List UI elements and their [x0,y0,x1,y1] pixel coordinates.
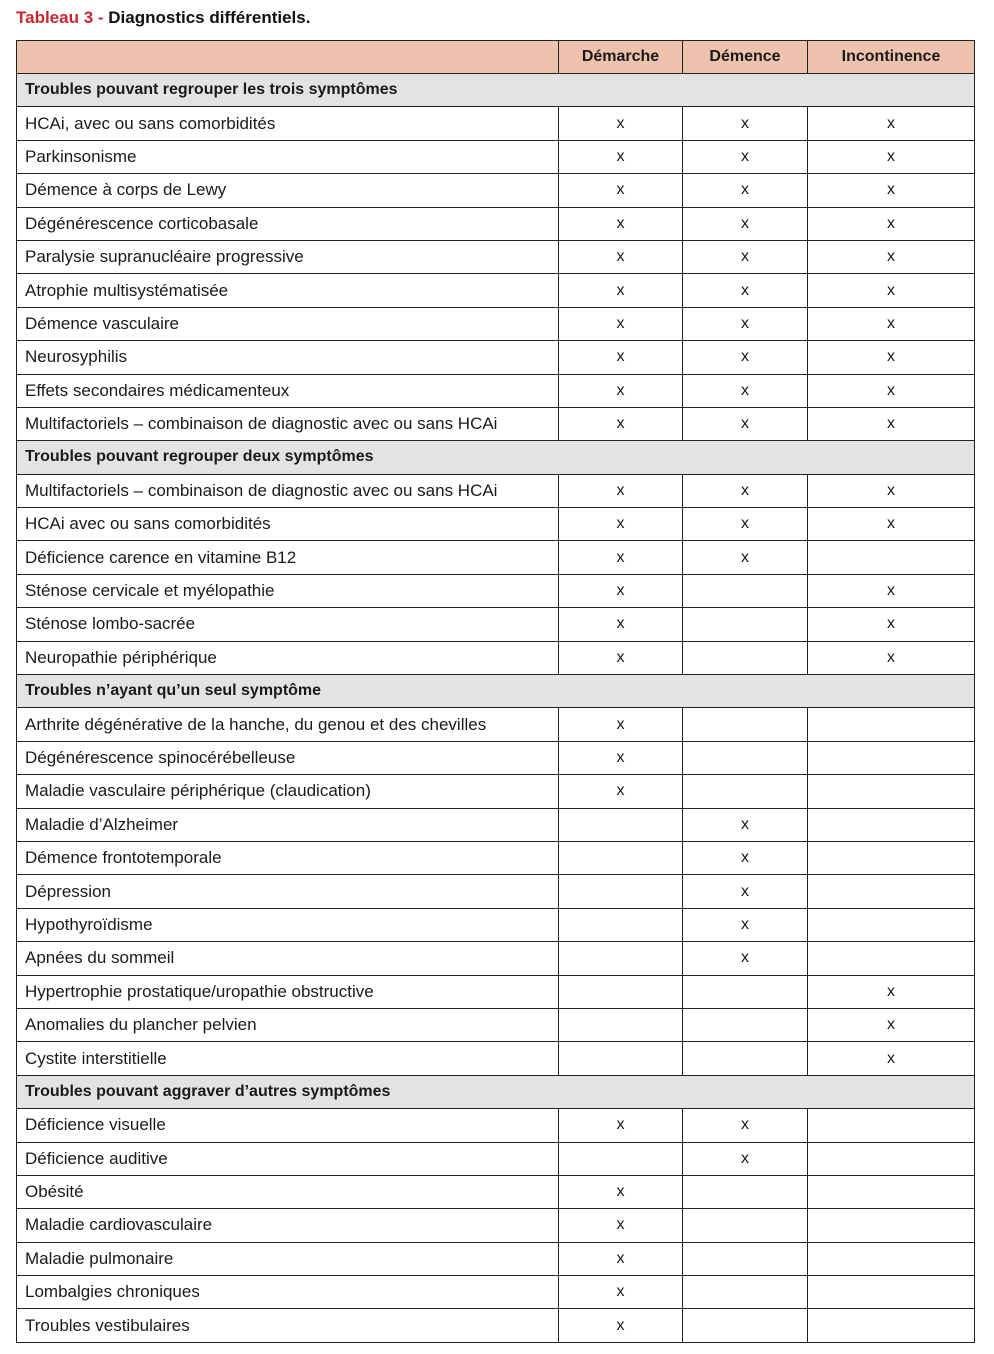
diagnosis-label: Maladie d’Alzheimer [17,808,559,841]
diagnosis-label: Maladie cardiovasculaire [17,1209,559,1242]
header-cell-incontinence: Incontinence [808,41,975,74]
incontinence-mark: x [808,1042,975,1075]
demence-mark [683,574,808,607]
table-row [17,841,975,874]
demence-mark: x [683,875,808,908]
table-row [17,708,975,741]
demarche-mark: x [559,1209,683,1242]
diagnosis-label: Lombalgies chroniques [17,1276,559,1309]
demarche-mark: x [559,1309,683,1342]
incontinence-mark: x [808,474,975,507]
table-row [17,641,975,674]
demarche-mark: x [559,140,683,173]
table-row [17,1209,975,1242]
demence-mark [683,1242,808,1275]
table-row [17,1242,975,1275]
demarche-mark [559,841,683,874]
diagnosis-label: Multifactoriels – combinaison de diagnostic avec ou sans HCAi [17,407,559,440]
demence-mark [683,1276,808,1309]
table-row [17,374,975,407]
diagnosis-label: Maladie pulmonaire [17,1242,559,1275]
section-header-row [17,1075,975,1108]
table-row [17,908,975,941]
demence-mark [683,1175,808,1208]
diagnosis-label: Déficience carence en vitamine B12 [17,541,559,574]
demarche-mark: x [559,341,683,374]
table-row [17,875,975,908]
diagnosis-label: HCAi avec ou sans comorbidités [17,508,559,541]
incontinence-mark [808,908,975,941]
demarche-mark: x [559,407,683,440]
incontinence-mark: x [808,1008,975,1041]
header-cell-diagnosis [17,41,559,74]
table-row [17,1008,975,1041]
demence-mark: x [683,1142,808,1175]
incontinence-mark: x [808,174,975,207]
incontinence-mark: x [808,140,975,173]
incontinence-mark: x [808,274,975,307]
demarche-mark: x [559,1276,683,1309]
demarche-mark: x [559,107,683,140]
table-header [17,41,975,74]
incontinence-mark [808,1209,975,1242]
diagnosis-label: Neuropathie périphérique [17,641,559,674]
demence-mark [683,608,808,641]
demarche-mark: x [559,1109,683,1142]
demence-mark: x [683,407,808,440]
diagnosis-label: Cystite interstitielle [17,1042,559,1075]
demarche-mark: x [559,474,683,507]
diagnosis-label: Hypertrophie prostatique/uropathie obstructive [17,975,559,1008]
demence-mark: x [683,341,808,374]
diagnosis-label: Effets secondaires médicamenteux [17,374,559,407]
table-row [17,508,975,541]
incontinence-mark [808,1242,975,1275]
demence-mark [683,741,808,774]
incontinence-mark: x [808,341,975,374]
demarche-mark: x [559,608,683,641]
diagnosis-label: Sténose cervicale et myélopathie [17,574,559,607]
incontinence-mark [808,541,975,574]
table-row [17,341,975,374]
demarche-mark: x [559,307,683,340]
incontinence-mark: x [808,975,975,1008]
incontinence-mark [808,1309,975,1342]
table-caption [16,8,310,28]
table-row [17,207,975,240]
demence-mark: x [683,1109,808,1142]
demence-mark [683,975,808,1008]
incontinence-mark [808,741,975,774]
incontinence-mark [808,942,975,975]
section-title: Troubles n’ayant qu’un seul symptôme [17,675,975,708]
demarche-mark: x [559,274,683,307]
table-row [17,541,975,574]
demence-mark: x [683,808,808,841]
header-cell-demence: Démence [683,41,808,74]
diagnosis-label: Paralysie supranucléaire progressive [17,240,559,273]
diagnosis-label: Démence frontotemporale [17,841,559,874]
table-row [17,1309,975,1342]
diagnosis-label: Dégénérescence spinocérébelleuse [17,741,559,774]
table-row [17,140,975,173]
demarche-mark: x [559,240,683,273]
incontinence-mark: x [808,641,975,674]
incontinence-mark [808,1109,975,1142]
diagnosis-label: Hypothyroïdisme [17,908,559,941]
section-title: Troubles pouvant regrouper les trois symptômes [17,74,975,107]
demence-mark: x [683,374,808,407]
demarche-mark: x [559,741,683,774]
demarche-mark: x [559,174,683,207]
diagnosis-label: Démence à corps de Lewy [17,174,559,207]
diagnosis-label: Parkinsonisme [17,140,559,173]
section-header-row [17,441,975,474]
header-cell-demarche: Démarche [559,41,683,74]
demarche-mark: x [559,1175,683,1208]
diagnosis-label: Multifactoriels – combinaison de diagnostic avec ou sans HCAi [17,474,559,507]
demence-mark: x [683,307,808,340]
demence-mark: x [683,908,808,941]
incontinence-mark [808,708,975,741]
diagnosis-label: Neurosyphilis [17,341,559,374]
table-row [17,174,975,207]
section-header-row [17,74,975,107]
table-row [17,574,975,607]
diagnosis-label: Anomalies du plancher pelvien [17,1008,559,1041]
demarche-mark: x [559,508,683,541]
table-row [17,1142,975,1175]
demence-mark [683,1309,808,1342]
demence-mark: x [683,942,808,975]
incontinence-mark: x [808,207,975,240]
diagnosis-label: Atrophie multisystématisée [17,274,559,307]
diagnosis-label: Obésité [17,1175,559,1208]
demence-mark: x [683,174,808,207]
differential-diagnosis-table [16,40,975,1343]
section-title: Troubles pouvant aggraver d’autres symptômes [17,1075,975,1108]
demarche-mark: x [559,775,683,808]
diagnosis-label: Dépression [17,875,559,908]
demence-mark: x [683,841,808,874]
incontinence-mark [808,1276,975,1309]
demence-mark [683,775,808,808]
demarche-mark [559,1008,683,1041]
diagnosis-label: Maladie vasculaire périphérique (claudication) [17,775,559,808]
demence-mark: x [683,474,808,507]
table-row [17,107,975,140]
diagnosis-label: Déficience auditive [17,1142,559,1175]
incontinence-mark [808,1142,975,1175]
demence-mark: x [683,508,808,541]
incontinence-mark: x [808,407,975,440]
table-row [17,307,975,340]
demence-mark: x [683,240,808,273]
demence-mark [683,708,808,741]
table-row [17,741,975,774]
demarche-mark [559,1142,683,1175]
section-title: Troubles pouvant regrouper deux symptômes [17,441,975,474]
demarche-mark: x [559,374,683,407]
demarche-mark [559,908,683,941]
demence-mark [683,1008,808,1041]
table-row [17,1276,975,1309]
demence-mark: x [683,140,808,173]
incontinence-mark [808,808,975,841]
demarche-mark [559,808,683,841]
demarche-mark: x [559,1242,683,1275]
table-title: Diagnostics différentiels. [108,8,311,27]
incontinence-mark: x [808,374,975,407]
diagnosis-label: Dégénérescence corticobasale [17,207,559,240]
table-row [17,975,975,1008]
demence-mark [683,641,808,674]
table-row [17,942,975,975]
diagnosis-label: Déficience visuelle [17,1109,559,1142]
diagnosis-label: Apnées du sommeil [17,942,559,975]
demarche-mark: x [559,708,683,741]
table-row [17,274,975,307]
incontinence-mark: x [808,608,975,641]
demence-mark: x [683,107,808,140]
demarche-mark [559,942,683,975]
incontinence-mark: x [808,508,975,541]
diagnosis-label: Sténose lombo-sacrée [17,608,559,641]
table-row [17,775,975,808]
header-row [17,41,975,74]
table-body [17,74,975,1343]
incontinence-mark [808,1175,975,1208]
demence-mark [683,1209,808,1242]
demence-mark: x [683,274,808,307]
table-row [17,608,975,641]
incontinence-mark [808,875,975,908]
demarche-mark [559,1042,683,1075]
diagnosis-label: Démence vasculaire [17,307,559,340]
demence-mark [683,1042,808,1075]
diagnosis-label: HCAi, avec ou sans comorbidités [17,107,559,140]
demarche-mark: x [559,574,683,607]
demarche-mark: x [559,207,683,240]
incontinence-mark [808,775,975,808]
table-row [17,1175,975,1208]
demence-mark: x [683,541,808,574]
incontinence-mark [808,841,975,874]
demarche-mark [559,975,683,1008]
section-header-row [17,675,975,708]
demarche-mark: x [559,541,683,574]
diagnosis-label: Arthrite dégénérative de la hanche, du genou et des chevilles [17,708,559,741]
table-number: Tableau 3 - [16,8,104,27]
table-row [17,407,975,440]
table-row [17,474,975,507]
table-row [17,808,975,841]
demence-mark: x [683,207,808,240]
incontinence-mark: x [808,574,975,607]
table-row [17,240,975,273]
diagnosis-label: Troubles vestibulaires [17,1309,559,1342]
incontinence-mark: x [808,307,975,340]
table-row [17,1109,975,1142]
incontinence-mark: x [808,107,975,140]
incontinence-mark: x [808,240,975,273]
demarche-mark [559,875,683,908]
table-row [17,1042,975,1075]
demarche-mark: x [559,641,683,674]
